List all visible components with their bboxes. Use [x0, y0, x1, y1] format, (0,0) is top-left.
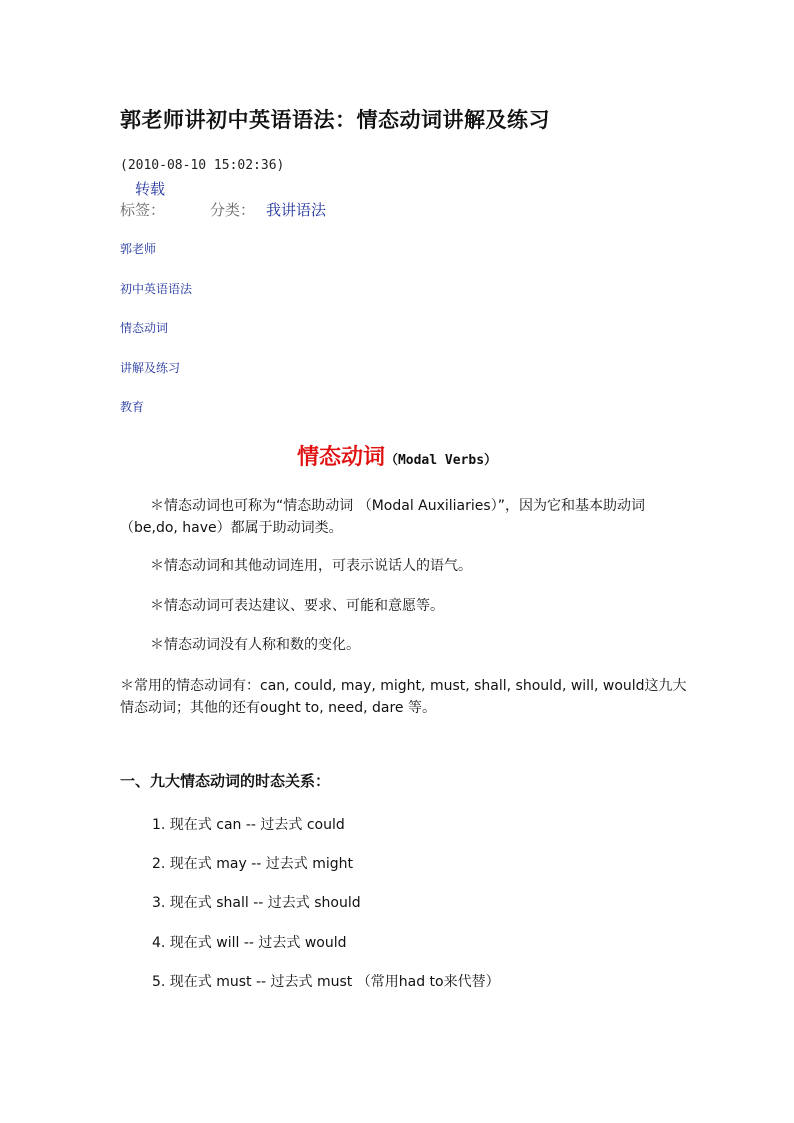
post-date: (2010-08-10 15:02:36)	[120, 158, 285, 173]
tense-list-item: 3. 现在式 shall -- 过去式 should	[152, 895, 361, 911]
bullet-no-inflection: ＊情态动词没有人称和数的变化。	[150, 637, 360, 653]
meta-row	[120, 199, 326, 220]
tag-link-junior-grammar[interactable]: 初中英语语法	[120, 282, 193, 296]
paragraph-common-modals: ＊常用的情态动词有：can, could, may, might, must, shall, should, will, would这九大情态动词；其他的还有ought to, need, dare 等。	[120, 678, 687, 716]
paragraph-modal-definition	[120, 495, 700, 539]
tense-list-item: 4. 现在式 will -- 过去式 would	[152, 935, 347, 951]
tag-link-education[interactable]: 教育	[120, 400, 145, 414]
repost-link[interactable]: 转载	[135, 180, 166, 198]
heading-chinese: 情态动词	[296, 445, 385, 470]
paragraph-modal-definition-text: ＊情态动词也可称为“情态助动词 （Modal Auxiliaries）”，因为它和基本助动词（be,do, have）都属于助动词类。	[120, 498, 645, 536]
section-heading	[0, 440, 794, 471]
article-title: 郭老师讲初中英语语法：情态动词讲解及练习	[120, 107, 550, 132]
tag-link-modal-verbs[interactable]: 情态动词	[120, 321, 169, 335]
tense-list-item: 2. 现在式 may -- 过去式 might	[152, 856, 353, 872]
category-link[interactable]: 我讲语法	[266, 201, 327, 219]
section-tense-title: 一、九大情态动词的时态关系：	[120, 772, 331, 790]
bullet-usage-mood: ＊情态动词和其他动词连用，可表示说话人的语气。	[150, 558, 472, 574]
tag-link-explanation-practice[interactable]: 讲解及练习	[120, 361, 181, 375]
category-label: 分类：	[210, 201, 256, 219]
tense-list-item: 1. 现在式 can -- 过去式 could	[152, 817, 345, 833]
heading-english: （Modal Verbs）	[384, 453, 498, 468]
bullet-usage-meaning: ＊情态动词可表达建议、要求、可能和意愿等。	[150, 598, 444, 614]
tense-list-item: 5. 现在式 must -- 过去式 must （常用had to来代替）	[152, 974, 500, 990]
tag-link-guo-teacher[interactable]: 郭老师	[120, 242, 157, 256]
tags-label: 标签：	[120, 201, 166, 219]
